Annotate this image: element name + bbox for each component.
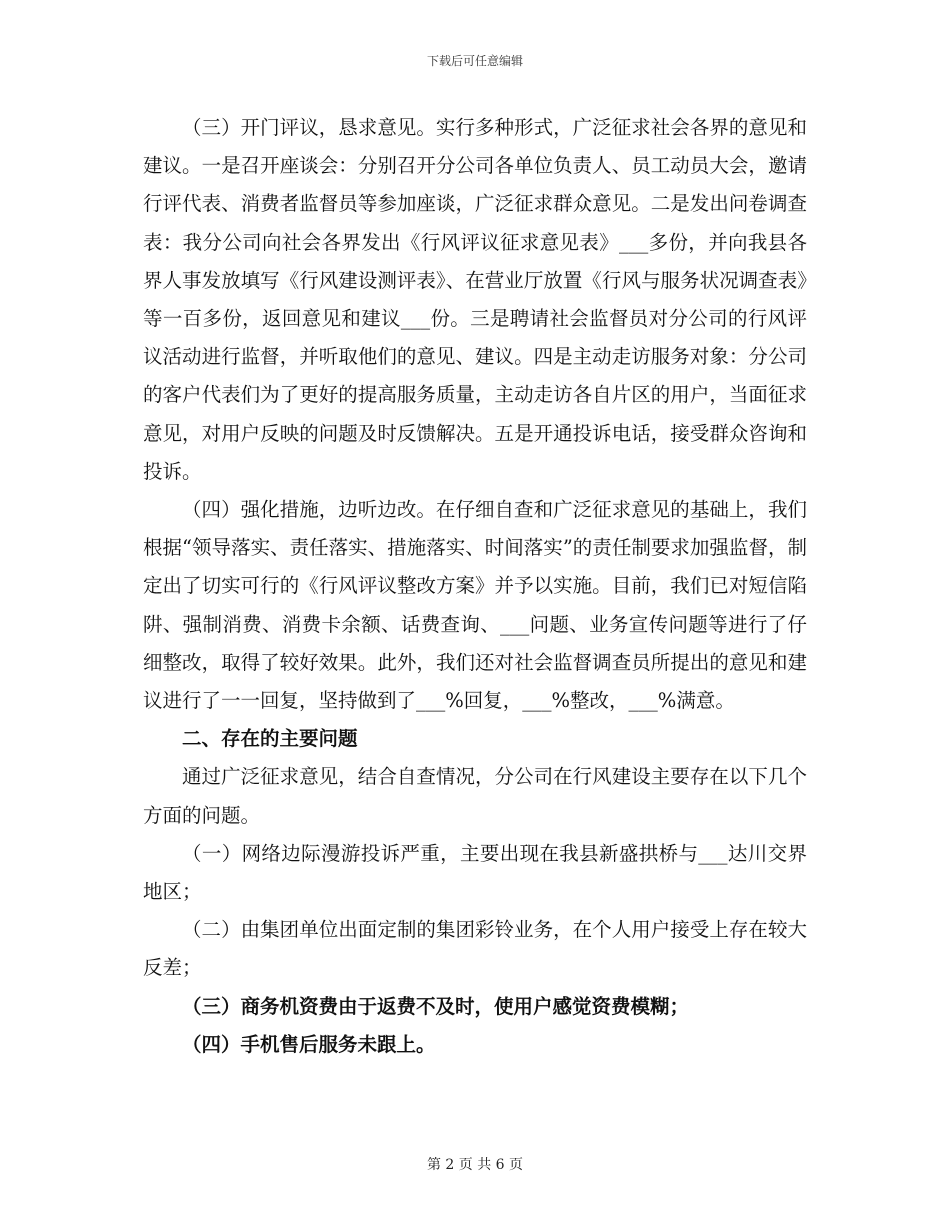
document-body (143, 109, 807, 1064)
problem-item-4: （四）手机售后服务未跟上。 (182, 1032, 436, 1056)
problem-item-3: （三）商务机资费由于返费不及时，使用户感觉资费模糊； (182, 994, 690, 1018)
paragraph-open-review: （三）开门评议，恳求意见。实行多种形式，广泛征求社会各界的意见和建议。一是召开座谈会：分别召开分公司各单位负责人、员工动员大会，邀请行评代表、消费者监督员等参加座谈，广泛征求群众意见。二是发出问卷调查表：我分公司向社会各界发出《行风评议征求意见表》___多份，并向我县各界人事发放填写《行风建设测评表》、在营业厅放置《行风与服务状况调查表》等一百多份，返回意见和建议___份。三是聘请社会监督员对分公司的行风评议活动进行监督，并听取他们的意见、建议。四是主动走访服务对象：分公司的客户代表们为了更好的提高服务质量，主动走访各自片区的用户，当面征求意见，对用户反映的问题及时反馈解决。五是开通投诉电话，接受群众咨询和投诉。 (143, 116, 807, 483)
problem-item-1: （一）网络边际漫游投诉严重，主要出现在我县新盛拱桥与___达川交界地区； (143, 841, 807, 904)
page-header-note: 下载后可任意编辑 (426, 54, 523, 68)
page-number: 第 2 页 共 6 页 (426, 1157, 524, 1173)
paragraph-problems-intro: 通过广泛征求意见，结合自查情况，分公司在行风建设主要存在以下几个方面的问题。 (143, 765, 807, 827)
section-heading-main-problems: 二、存在的主要问题 (182, 727, 358, 751)
paragraph-strengthen-measures: （四）强化措施，边听边改。在仔细自查和广泛征求意见的基础上，我们根据“领导落实、责任落实、措施落实、时间落实”的责任制要求加强监督，制定出了切实可行的《行风评议整改方案》并予以实施。目前，我们已对短信陷阱、强制消费、消费卡余额、话费查询、___问题、业务宣传问题等进行了仔细整改，取得了较好效果。此外，我们还对社会监督调查员所提出的意见和建议进行了一一回复，坚持做到了___%回复，___%整改，___%满意。 (143, 498, 807, 713)
problem-item-2: （二）由集团单位出面定制的集团彩铃业务，在个人用户接受上存在较大反差； (143, 918, 807, 980)
